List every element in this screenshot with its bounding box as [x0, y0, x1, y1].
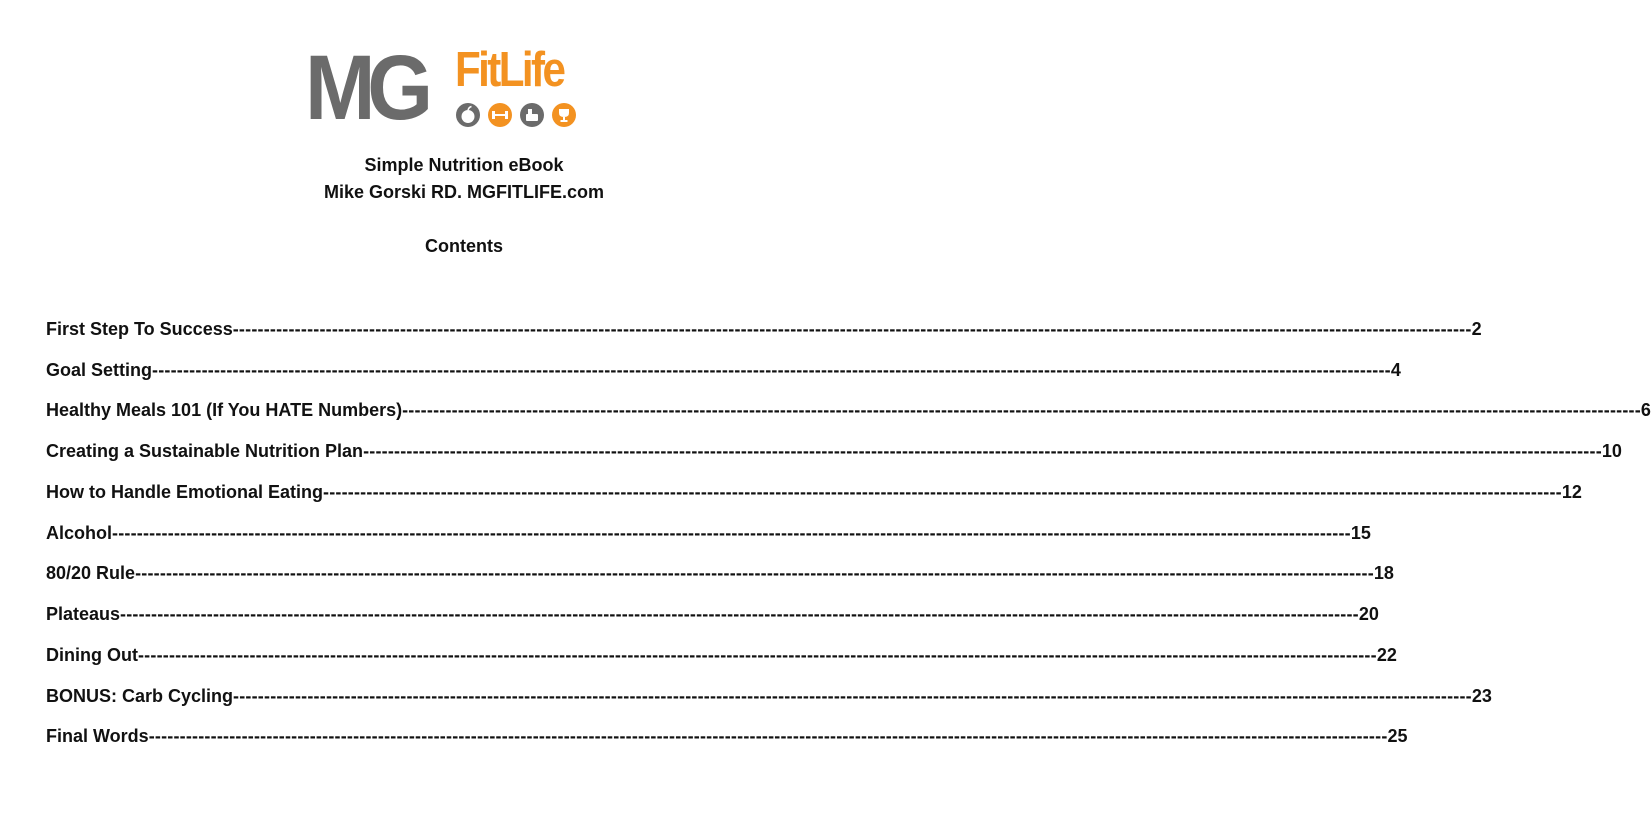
author-line: Mike Gorski RD. MGFITLIFE.com [323, 182, 605, 202]
toc-entry-leader: -------------------------------------------------------------------------------------------------------------------------------------------------------------------------------------------------------- [402, 400, 1641, 420]
logo-fitlife-text: FitLife [455, 43, 564, 97]
toc-entry [46, 561, 1394, 585]
toc-entry-label: How to Handle Emotional Eating [46, 482, 324, 502]
toc-entry-page: 18 [1373, 563, 1394, 583]
toc-entry-leader: -------------------------------------------------------------------------------------------------------------------------------------------------------------------------------------------------------- [120, 604, 1359, 624]
toc-entry-label: Final Words [46, 726, 149, 746]
toc-entry-page: 2 [1471, 319, 1482, 339]
toc-entry-page: 22 [1376, 645, 1397, 665]
toc-entry [46, 480, 1582, 504]
trophy-icon [551, 102, 577, 128]
logo-mg-text: MG [305, 37, 425, 139]
toc-entry-page: 25 [1387, 726, 1408, 746]
logo-icons [455, 102, 577, 128]
toc-entry-leader: -------------------------------------------------------------------------------------------------------------------------------------------------------------------------------------------------------- [112, 523, 1351, 543]
toc-entry-leader: -------------------------------------------------------------------------------------------------------------------------------------------------------------------------------------------------------- [135, 563, 1374, 583]
toc-entry-page: 12 [1561, 482, 1582, 502]
toc-entry-leader: -------------------------------------------------------------------------------------------------------------------------------------------------------------------------------------------------------- [232, 319, 1472, 339]
toc-entry-label: Goal Setting [46, 360, 153, 380]
toc-entry-page: 15 [1350, 523, 1371, 543]
toc-entry [46, 439, 1622, 463]
toc-entry-leader: -------------------------------------------------------------------------------------------------------------------------------------------------------------------------------------------------------- [137, 645, 1377, 665]
toc-entry-label: Plateaus [46, 604, 121, 624]
ebook-title: Simple Nutrition eBook [364, 155, 564, 175]
scale-icon [519, 102, 545, 128]
toc-entry-label: Healthy Meals 101 (If You HATE Numbers) [46, 400, 403, 420]
toc-entry [46, 398, 1651, 422]
toc-entry-page: 4 [1390, 360, 1401, 380]
toc-entry-leader: -------------------------------------------------------------------------------------------------------------------------------------------------------------------------------------------------------- [233, 686, 1472, 706]
toc-entry-leader: -------------------------------------------------------------------------------------------------------------------------------------------------------------------------------------------------------- [363, 441, 1602, 461]
dumbbell-icon [487, 102, 513, 128]
toc-entry-page: 23 [1471, 686, 1492, 706]
toc-entry-page: 10 [1601, 441, 1622, 461]
toc-entry-label: 80/20 Rule [46, 563, 136, 583]
toc-entry [46, 358, 1401, 382]
toc-entry-leader: -------------------------------------------------------------------------------------------------------------------------------------------------------------------------------------------------------- [152, 360, 1391, 380]
toc-entry [46, 521, 1371, 545]
toc-entry-label: First Step To Success [46, 319, 233, 339]
apple-icon [455, 102, 481, 128]
toc-entry-label: Creating a Sustainable Nutrition Plan [46, 441, 364, 461]
contents-heading: Contents [425, 236, 503, 256]
toc-entry-leader: -------------------------------------------------------------------------------------------------------------------------------------------------------------------------------------------------------- [148, 726, 1388, 746]
toc-entry-label: Dining Out [46, 645, 138, 665]
mgfitlife-logo [305, 37, 605, 142]
toc-entry [46, 602, 1379, 626]
toc-entry-label: Alcohol [46, 523, 112, 543]
toc-entry [46, 724, 1408, 748]
toc-entry [46, 643, 1397, 667]
toc-entry-leader: -------------------------------------------------------------------------------------------------------------------------------------------------------------------------------------------------------- [323, 482, 1562, 502]
toc-entry [46, 684, 1492, 708]
toc-entry-label: BONUS: Carb Cycling [46, 686, 234, 706]
toc-entry [46, 317, 1482, 341]
toc-entry-page: 20 [1358, 604, 1379, 624]
toc-entry-page: 6 [1640, 400, 1651, 420]
